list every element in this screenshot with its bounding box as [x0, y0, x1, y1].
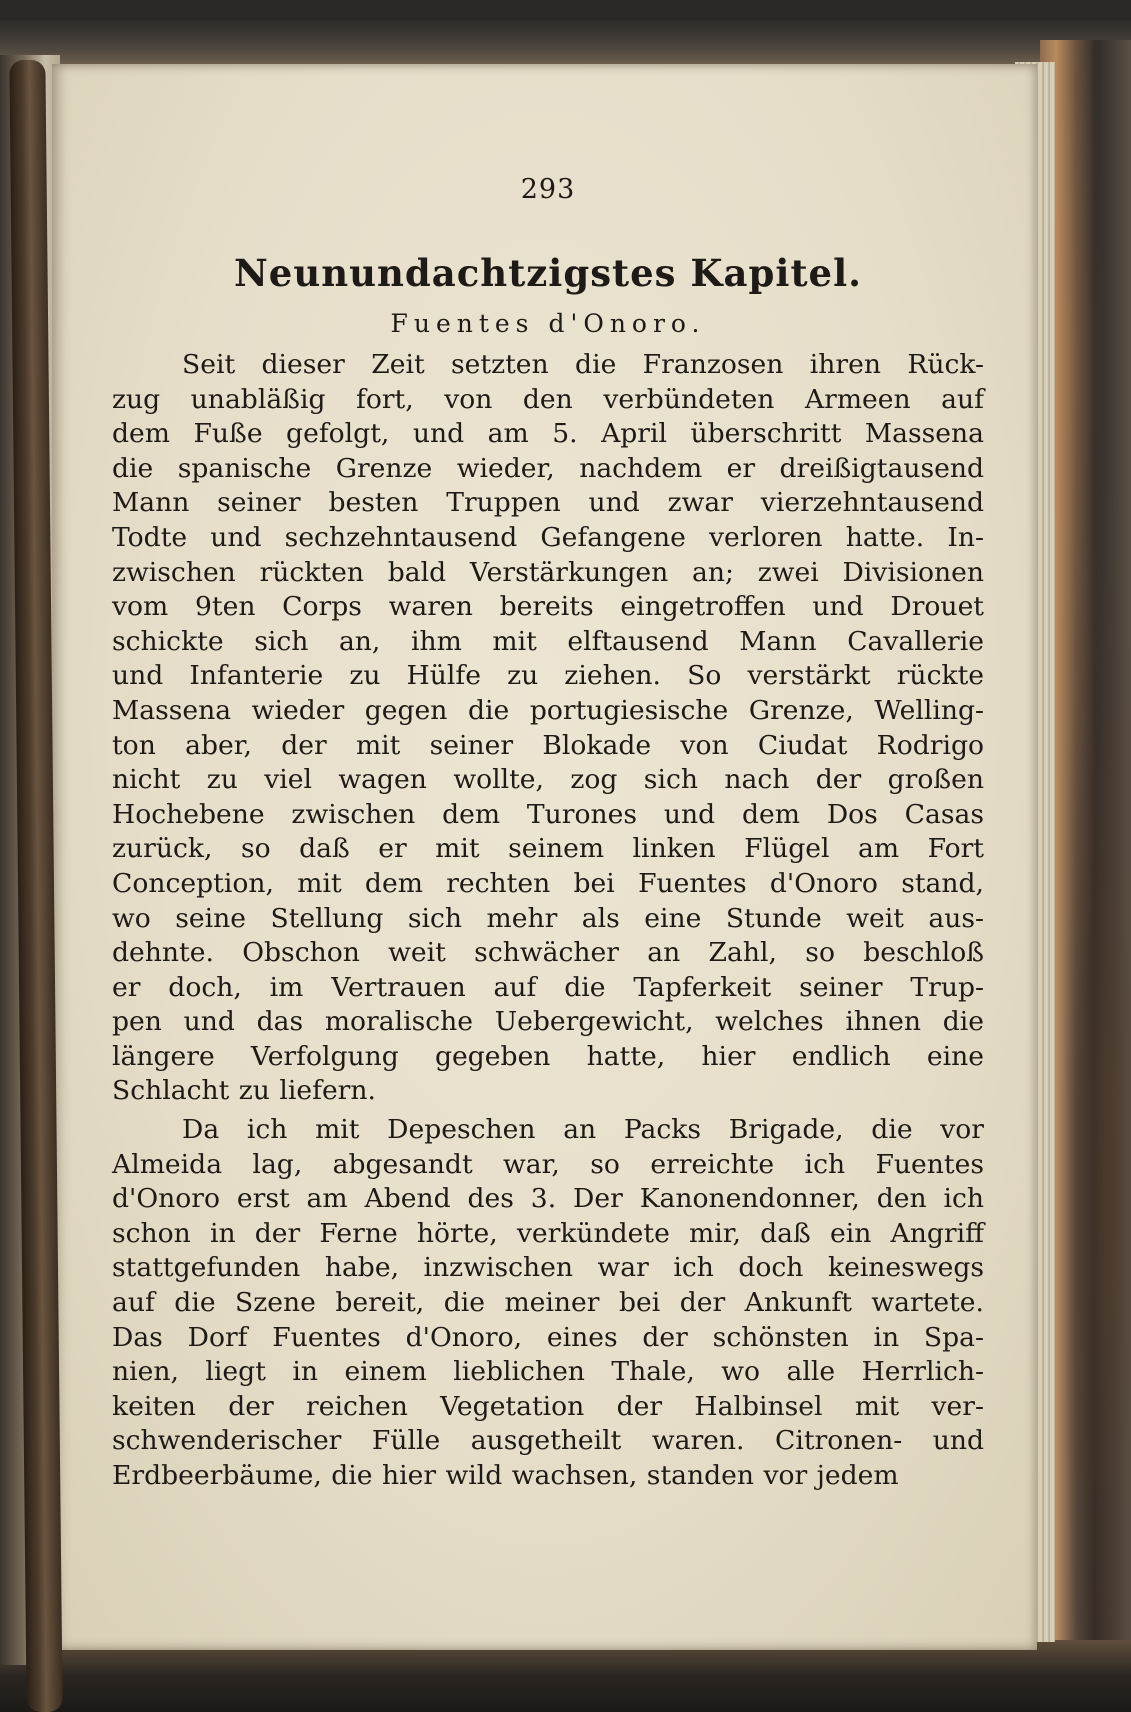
text-line: Seit dieser Zeit setzten die Franzosen ihren Rück- — [182, 349, 984, 380]
chapter-subtitle: Fuentes d'Onoro. — [390, 309, 706, 338]
text-line: vom 9ten Corps waren bereits eingetroffen und Drouet — [112, 591, 984, 623]
text-line: schon in der Ferne hörte, verkündete mir, daß ein Angriff — [112, 1217, 984, 1249]
text-line: ton aber, der mit seiner Blokade von Ciudat Rodrigo — [112, 729, 984, 761]
chapter-title: Neunundachtzigstes Kapitel. — [233, 251, 863, 295]
text-line: Almeida lag, abgesandt war, so erreichte ich Fuentes — [112, 1148, 984, 1180]
page-number: 293 — [520, 174, 576, 205]
text-line: wo seine Stellung sich mehr als eine Stunde weit aus- — [112, 902, 984, 934]
text-line: dem Fuße gefolgt, und am 5. April überschritt Massena — [112, 418, 984, 450]
text-line: dehnte. Obschon weit schwächer an Zahl, so beschloß — [112, 937, 984, 969]
text-line: Todte und sechzehntausend Gefangene verloren hatte. In- — [112, 521, 984, 553]
text-line: Massena wieder gegen die portugiesische Grenze, Welling- — [112, 694, 984, 726]
text-line: auf die Szene bereit, die meiner bei der Ankunft wartete. — [112, 1287, 984, 1319]
text-line: und Infanterie zu Hülfe zu ziehen. So verstärkt rückte — [112, 660, 984, 692]
text-line: er doch, im Vertrauen auf die Tapferkeit seiner Trup- — [112, 971, 984, 1003]
text-line: schwenderischer Fülle ausgetheilt waren. Citronen- und — [112, 1425, 984, 1457]
text-line: Mann seiner besten Truppen und zwar vierzehntausend — [112, 487, 984, 519]
text-line: Hochebene zwischen dem Turones und dem Dos Casas — [112, 798, 984, 830]
text-line: d'Onoro erst am Abend des 3. Der Kanonendonner, den ich — [112, 1183, 984, 1215]
book-page — [52, 64, 1037, 1650]
text-line: Da ich mit Depeschen an Packs Brigade, die vor — [182, 1114, 984, 1146]
text-line: nien, liegt in einem lieblichen Thale, wo alle Herrlich- — [112, 1356, 984, 1388]
book-cover-top-edge — [0, 20, 1131, 65]
page-content — [112, 174, 984, 1494]
text-line: Schlacht zu liefern. — [112, 1075, 376, 1107]
text-line: pen und das moralische Uebergewicht, welches ihnen die — [112, 1006, 984, 1038]
text-line: stattgefunden habe, inzwischen war ich doch keineswegs — [112, 1252, 984, 1284]
text-line: zug unabläßig fort, von den verbündeten Armeen auf — [112, 383, 984, 415]
text-line: längere Verfolgung gegeben hatte, hier endlich eine — [112, 1040, 984, 1072]
text-line: zwischen rückten bald Verstärkungen an; zwei Divisionen — [112, 556, 984, 588]
text-line: Conception, mit dem rechten bei Fuentes d'Onoro stand, — [112, 867, 984, 899]
text-line: schickte sich an, ihm mit elftausend Mann Cavallerie — [112, 625, 984, 657]
text-line: die spanische Grenze wieder, nachdem er dreißigtausend — [112, 452, 984, 484]
text-line: zurück, so daß er mit seinem linken Flügel am Fort — [112, 833, 984, 865]
text-line: Das Dorf Fuentes d'Onoro, eines der schönsten in Spa- — [112, 1321, 984, 1353]
text-line: nicht zu viel wagen wollte, zog sich nach der großen — [112, 764, 984, 796]
book-cover-bottom-edge — [0, 1640, 1131, 1712]
text-line: Erdbeerbäume, die hier wild wachsen, standen vor jedem — [112, 1460, 899, 1491]
paragraph-2 — [112, 1113, 984, 1494]
paragraph-1 — [112, 348, 984, 1109]
text-line: keiten der reichen Vegetation der Halbinsel mit ver- — [112, 1390, 984, 1422]
